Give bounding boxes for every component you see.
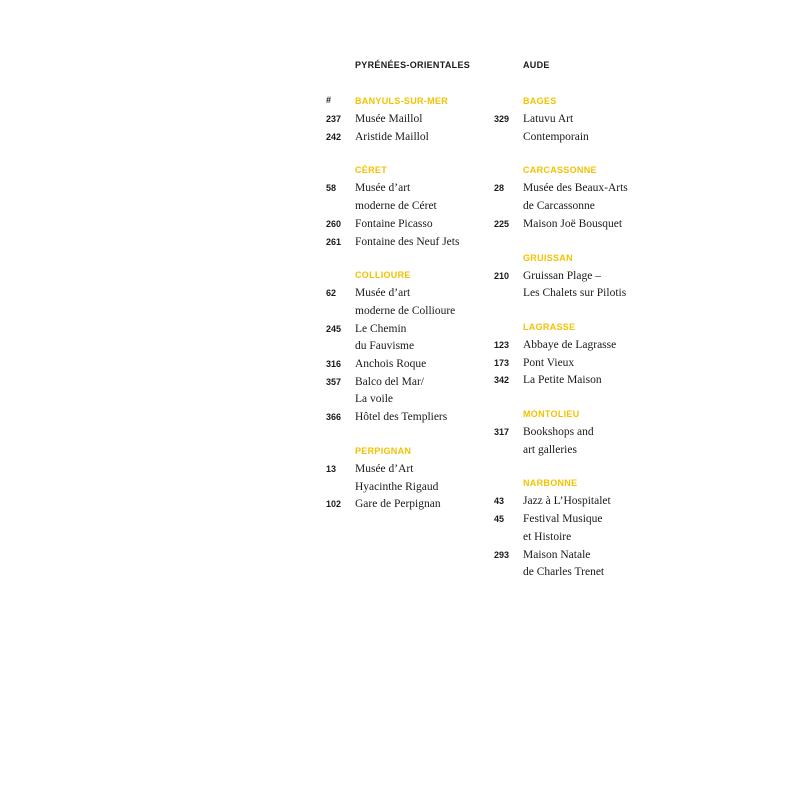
section-carcassonne xyxy=(494,163,654,233)
list-item xyxy=(494,493,654,511)
entry-number: 102 xyxy=(326,499,342,510)
entry-name xyxy=(355,356,486,374)
list-item xyxy=(494,216,654,234)
entry-name-line: moderne de Collioure xyxy=(355,304,456,317)
entry-name-line: Musée d’Art xyxy=(355,462,414,475)
entry-name-line: Balco del Mar/ xyxy=(355,375,424,388)
entry-number: 13 xyxy=(326,463,337,474)
entry-name xyxy=(355,180,486,215)
entry-name xyxy=(523,424,654,459)
entry-number: 210 xyxy=(494,270,510,281)
entry-name-line: La Petite Maison xyxy=(523,374,602,387)
column-header: PYRÉNÉES-ORIENTALES xyxy=(355,60,471,70)
section-banyuls-sur-mer xyxy=(326,94,486,146)
entry-name-line: Musée Maillol xyxy=(355,113,423,125)
entry-name xyxy=(523,216,654,234)
section-title: MONTOLIEU xyxy=(523,409,580,420)
entry-number: 242 xyxy=(326,131,342,142)
entry-name xyxy=(355,129,486,147)
entry-number: 173 xyxy=(494,357,510,368)
section-bages xyxy=(494,94,654,146)
entry-number: 366 xyxy=(326,412,342,423)
entry-name-line: du Fauvisme xyxy=(355,340,415,353)
list-item xyxy=(326,374,486,409)
entry-name-line: Bookshops and xyxy=(523,426,594,439)
entry-number: 237 xyxy=(326,114,342,124)
entry-name-line: de Carcassonne xyxy=(523,200,595,213)
list-item xyxy=(494,424,654,459)
list-item xyxy=(494,547,654,582)
entry-number: 342 xyxy=(494,375,510,386)
list-item xyxy=(494,337,654,355)
entry-name-line: Contemporain xyxy=(523,130,589,143)
entry-number: 357 xyxy=(326,376,342,387)
list-item xyxy=(326,111,486,129)
entry-name xyxy=(355,461,486,496)
list-item xyxy=(494,111,654,146)
entry-name xyxy=(523,111,654,146)
section-lagrasse xyxy=(494,320,654,390)
entry-number: 261 xyxy=(326,236,342,247)
section-title: LAGRASSE xyxy=(523,321,576,332)
entry-name xyxy=(355,234,486,252)
section-title: NARBONNE xyxy=(523,478,578,489)
column-header: AUDE xyxy=(523,60,550,70)
section-title: BANYULS-SUR-MER xyxy=(355,96,448,106)
entry-name-line: Maison Natale xyxy=(523,548,591,561)
entry-name-line: Musée d’art xyxy=(355,287,411,300)
entry-name-line: de Charles Trenet xyxy=(523,566,605,579)
list-item xyxy=(494,372,654,390)
number-column-label: # xyxy=(326,95,332,105)
entry-name-line: et Histoire xyxy=(523,530,572,543)
section-title: CÉRET xyxy=(355,165,388,176)
entry-name xyxy=(355,285,486,320)
entry-name xyxy=(523,268,654,303)
entry-name-line: Gare de Perpignan xyxy=(355,498,441,511)
entry-name-line: Les Chalets sur Pilotis xyxy=(523,287,627,300)
section-collioure xyxy=(326,268,486,427)
entry-name-line: Fontaine Picasso xyxy=(355,217,433,230)
entry-number: 43 xyxy=(494,496,505,507)
list-item xyxy=(326,461,486,496)
section-title: GRUISSAN xyxy=(523,252,573,263)
list-item xyxy=(326,409,486,427)
entry-name xyxy=(523,337,654,355)
entry-name-line: Le Chemin xyxy=(355,322,407,335)
entry-name xyxy=(355,374,486,409)
entry-name-line: Pont Vieux xyxy=(523,356,575,369)
section-narbonne xyxy=(494,476,654,582)
entry-name-line: Fontaine des Neuf Jets xyxy=(355,235,460,248)
section-ceret xyxy=(326,163,486,251)
entry-name-line: Jazz à L’Hospitalet xyxy=(523,495,611,508)
sections-list xyxy=(494,94,654,599)
section-title: CARCASSONNE xyxy=(523,165,597,176)
entry-number: 317 xyxy=(494,427,510,438)
entry-name xyxy=(355,496,486,514)
entry-number: 62 xyxy=(326,288,337,299)
section-title: PERPIGNAN xyxy=(355,445,412,456)
list-item xyxy=(326,180,486,215)
entry-name-line: Maison Joë Bousquet xyxy=(523,217,623,230)
entry-name-line: Abbaye de Lagrasse xyxy=(523,338,617,351)
entry-name-line: Hôtel des Templiers xyxy=(355,411,448,424)
entry-name xyxy=(355,409,486,427)
section-montolieu xyxy=(494,407,654,459)
section-perpignan xyxy=(326,444,486,514)
list-item xyxy=(326,234,486,252)
entry-name xyxy=(523,355,654,373)
entry-name xyxy=(355,216,486,234)
entry-name-line: Gruissan Plage – xyxy=(523,269,601,282)
entry-name-line: Musée d’art xyxy=(355,182,411,195)
entry-name-line: art galleries xyxy=(523,443,577,456)
entry-number: 123 xyxy=(494,339,510,350)
entry-number: 260 xyxy=(326,218,342,229)
entry-name xyxy=(523,511,654,546)
entry-number: 245 xyxy=(326,323,342,334)
entry-name-line: Aristide Maillol xyxy=(355,130,429,143)
section-gruissan xyxy=(494,251,654,303)
list-item xyxy=(326,285,486,320)
entry-number: 58 xyxy=(326,183,337,194)
entry-name xyxy=(355,111,486,129)
section-title: COLLIOURE xyxy=(355,270,411,281)
entry-number: 316 xyxy=(326,359,342,370)
entry-name xyxy=(523,180,654,215)
list-item xyxy=(326,216,486,234)
entry-name-line: Latuvu Art xyxy=(523,113,574,125)
entry-name-line: Hyacinthe Rigaud xyxy=(355,480,439,493)
entry-number: 225 xyxy=(494,218,510,229)
entry-number: 28 xyxy=(494,183,505,194)
list-item xyxy=(326,496,486,514)
list-item xyxy=(326,129,486,147)
sections-list xyxy=(326,94,486,531)
list-item xyxy=(494,180,654,215)
list-item xyxy=(494,511,654,546)
list-item xyxy=(494,268,654,303)
entry-name-line: La voile xyxy=(355,393,393,406)
entry-name xyxy=(523,547,654,582)
entry-number: 293 xyxy=(494,549,510,560)
list-item xyxy=(326,321,486,356)
list-item xyxy=(326,356,486,374)
entry-name-line: moderne de Céret xyxy=(355,200,437,213)
entry-name-line: Anchois Roque xyxy=(355,358,427,371)
entry-name-line: Musée des Beaux-Arts xyxy=(523,182,628,195)
section-title: BAGES xyxy=(523,96,557,106)
entry-name xyxy=(523,372,654,390)
list-item xyxy=(494,355,654,373)
entry-name xyxy=(355,321,486,356)
entry-number: 329 xyxy=(494,114,510,124)
entry-name-line: Festival Musique xyxy=(523,513,603,526)
entry-number: 45 xyxy=(494,514,505,525)
entry-name xyxy=(523,493,654,511)
